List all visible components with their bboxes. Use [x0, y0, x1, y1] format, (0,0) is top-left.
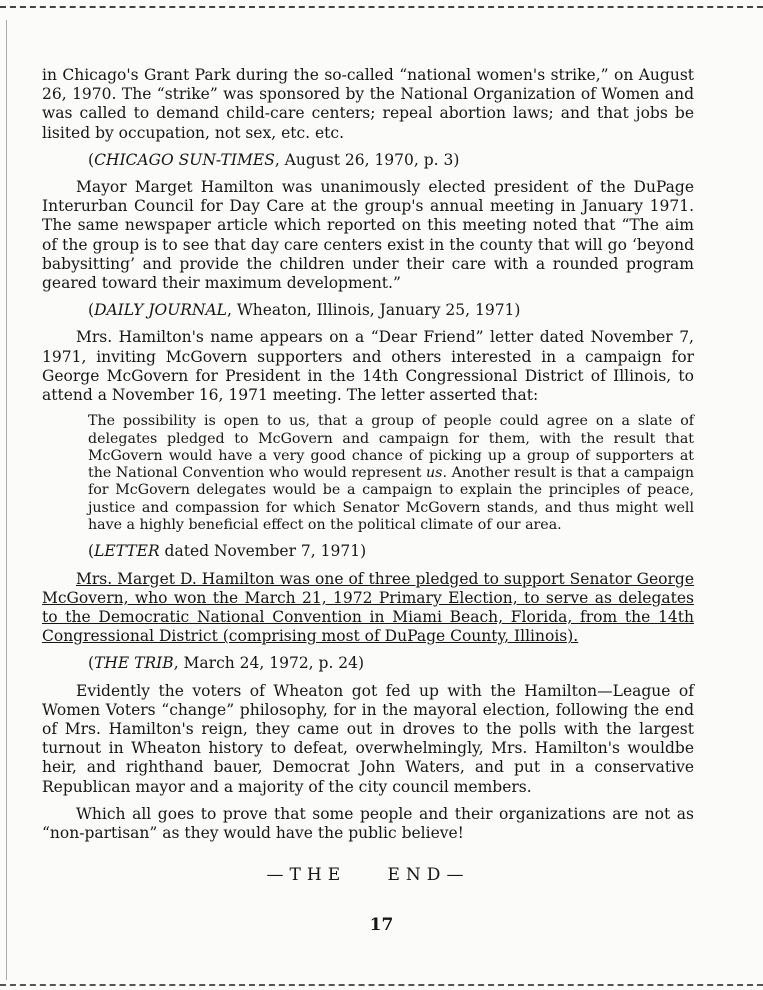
paragraph-2: Mayor Marget Hamilton was unanimously elected president of the DuPage Interurban Council for Day Care at the group's annual meeting in January 1971. The same newspaper article which reported on this meeting noted that “The aim of the group is to see that day care centers exist in the county that will go ‘beyond babysitting’ and provide the children under their care with a rounded program geared toward their maximum development.” [42, 178, 694, 293]
paragraph-4: Mrs. Marget D. Hamilton was one of three pledged to support Senator George McGovern, who won the March 21, 1972 Primary Election, to serve as delegates to the Democratic National Convention in Miami Beach, Florida, from the 14th Congressional District (comprising most of DuPage County, Illinois). [42, 569, 694, 646]
the-end-marker: —THE END— [266, 865, 470, 886]
citation-4: (THE TRIB, March 24, 1972, p. 24) [88, 654, 365, 673]
citation-source: LETTER [94, 542, 160, 561]
paragraph-6: Which all goes to prove that some people and their organizations are not as “non-partisan” as they would have the public believe! [42, 804, 694, 842]
citation-detail: , Wheaton, Illinois, January 25, 1971) [226, 301, 521, 320]
citation-source: CHICAGO SUN-TIMES [94, 150, 275, 169]
citation-detail: dated November 7, 1971) [159, 542, 367, 561]
citation-1: (CHICAGO SUN-TIMES, August 26, 1970, p. 3) [88, 150, 460, 169]
top-border [0, 6, 763, 8]
emphasis: us [426, 465, 443, 482]
bottom-border [0, 984, 763, 986]
document-body [42, 66, 694, 885]
citation-detail: , August 26, 1970, p. 3) [274, 150, 460, 169]
paragraph-5: Evidently the voters of Wheaton got fed up with the Hamilton—League of Women Voters “change” philosophy, for in the mayoral election, following the end of Mrs. Hamilton's reign, they came out in droves to the polls with the largest turnout in Wheaton history to defeat, overwhelmingly, Mrs. Hamilton's wouldbe heir, and righthand bauer, Democrat John Waters, and put in a conservative Republican mayor and a majority of the city council members. [42, 681, 694, 796]
citation-3: (LETTER dated November 7, 1971) [88, 542, 367, 561]
paragraph-1: in Chicago's Grant Park during the so-called “national women's strike,” on August 26, 1970. The “strike” was sponsored by the National Organization of Women and was called to demand child-care centers; repeal abortion laws; and that jobs be lisited by occupation, not sex, etc. etc. [42, 66, 694, 142]
paragraph-3: Mrs. Hamilton's name appears on a “Dear Friend” letter dated November 7, 1971, inviting McGovern supporters and others interested in a campaign for George McGovern for President in the 14th Congressional District of Illinois, to attend a November 16, 1971 meeting. The letter asserted that: [42, 328, 694, 405]
block-quote: The possibility is open to us, that a group of people could agree on a slate of delegates pledged to McGovern and campaign for them, with the result that McGovern would have a very good chance of picking up a group of supporters at the National Convention who would represent us. Another result is that a campaign for McGovern delegates would be a campaign to explain the principles of peace, justice and compassion for which Senator McGovern stands, and thus might well have a highly beneficial effect on the political climate of our area. [88, 413, 694, 534]
citation-detail: , March 24, 1972, p. 24) [173, 654, 365, 673]
left-margin-line [6, 20, 7, 980]
page-number: 17 [369, 915, 394, 935]
citation-source: THE TRIB [94, 654, 174, 673]
citation-source: DAILY JOURNAL [94, 301, 227, 320]
citation-2: (DAILY JOURNAL, Wheaton, Illinois, January 25, 1971) [88, 301, 521, 320]
